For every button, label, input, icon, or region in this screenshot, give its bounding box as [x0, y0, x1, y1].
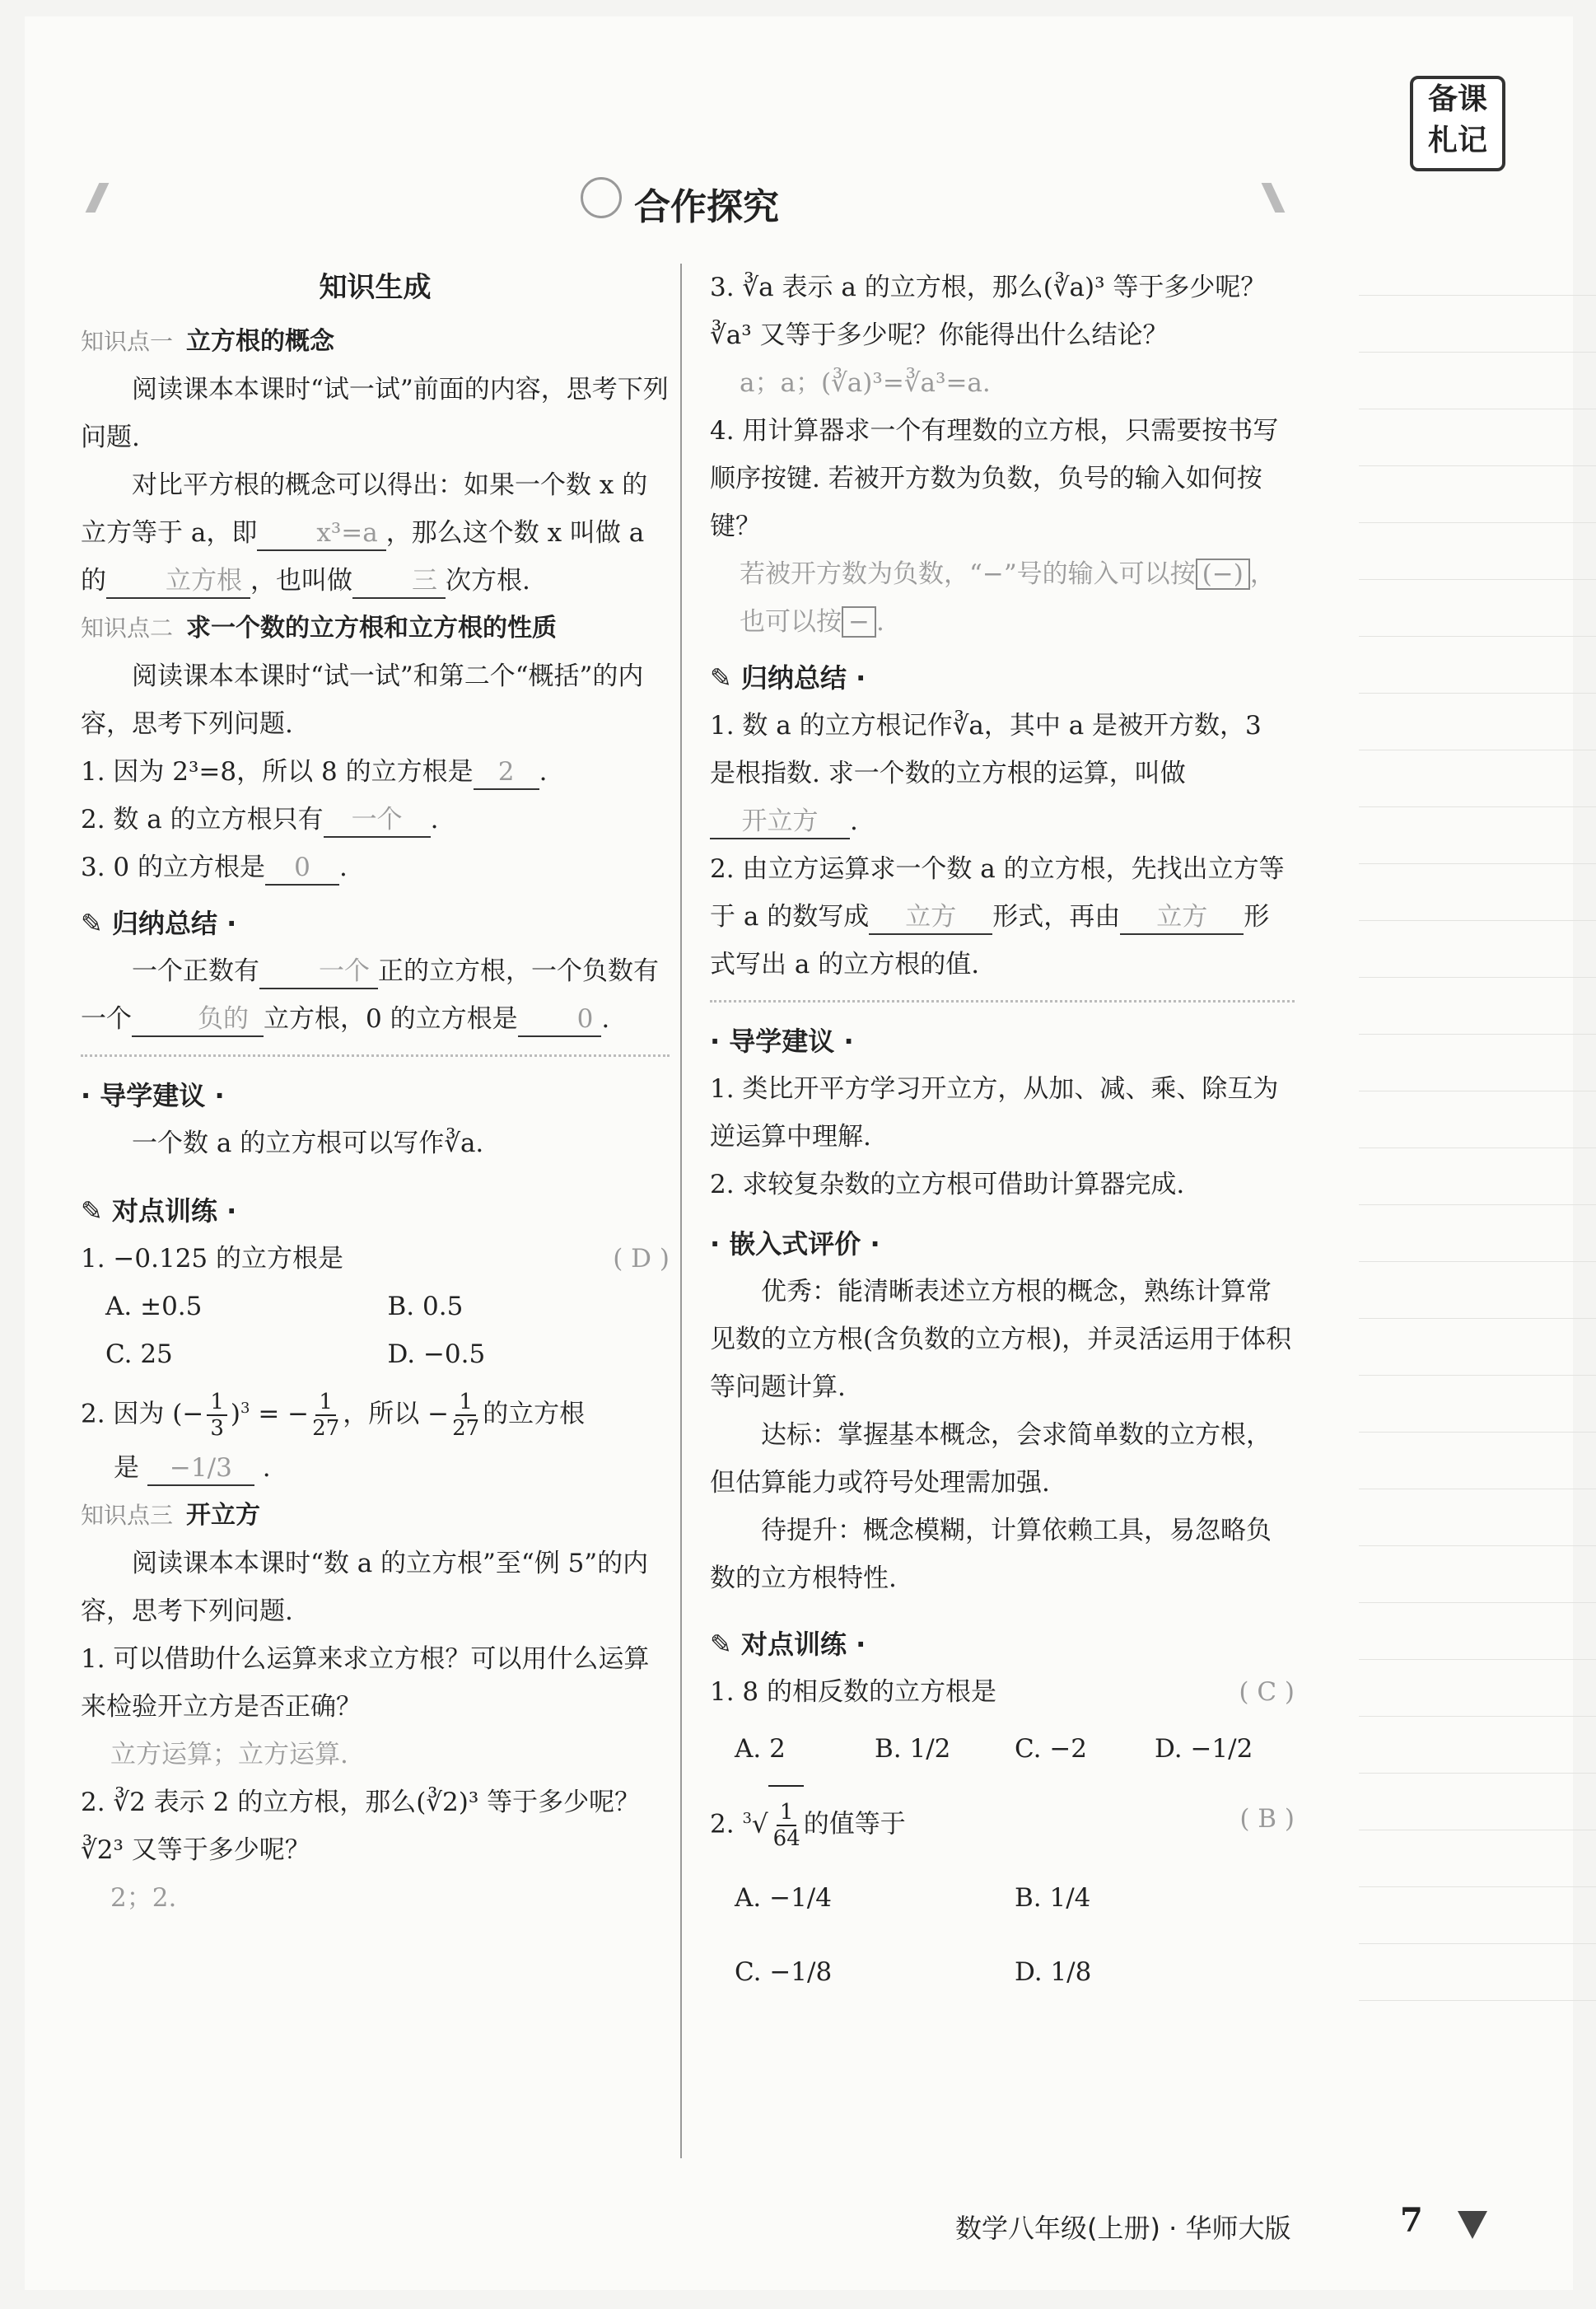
answer-blank: 立方根 — [106, 564, 250, 599]
practice-options-r1 — [710, 1716, 1295, 1782]
practice-question-2-answer: 是 −1/3 . — [81, 1444, 670, 1492]
practice-options-1a — [81, 1283, 670, 1330]
summary-title-right: ✎ 归纳总结 · — [710, 662, 866, 694]
page-title: 合作探究 — [634, 186, 779, 228]
answer-blank: 开立方 — [710, 805, 850, 839]
kp3-answer-1: 立方运算；立方运算. — [110, 1740, 348, 1770]
option-d: D. −0.5 — [387, 1339, 486, 1369]
option-a: A. ±0.5 — [105, 1292, 203, 1321]
kp3-answer-4: 若被开方数为负数，“−”号的输入可以按 (−) ，也可以按 − . — [740, 559, 1276, 637]
notes-panel — [1359, 239, 1596, 2051]
kp2-question-3: 3. 0 的立方根是 0 . — [81, 844, 670, 891]
evaluation-excellent: 优秀：能清晰表述立方根的概念，熟练计算常见数的立方根(含负数的立方根)，并灵活运用于体积等问题计算. — [710, 1277, 1292, 1402]
practice-question-1: 1. −0.125 的立方根是 ( D ) — [81, 1244, 670, 1274]
left-column — [81, 264, 670, 1922]
answer-blank: 0 — [518, 1003, 602, 1037]
column-divider — [680, 264, 682, 2158]
kp3-question-3: 3. ∛a 表示 a 的立方根，那么(∛a)³ 等于多少呢？∛a³ 又等于多少呢？你能得出什么结论？ — [710, 273, 1267, 350]
answer-blank: 立方 — [1120, 900, 1244, 935]
guide-title-right: · 导学建议 · — [710, 1026, 854, 1057]
practice-options-r2b — [710, 1935, 1295, 2009]
guide-body: 一个数 a 的立方根可以写作∛a. — [132, 1129, 484, 1158]
answer-blank: 一个 — [259, 955, 378, 989]
kp3-question-4: 4. 用计算器求一个有理数的立方根，只需要按书写顺序按键. 若被开方数为负数，负号的输入如何按键？ — [710, 416, 1279, 541]
answer-blank: 立方 — [869, 900, 992, 935]
option-d: D. −1/2 — [1155, 1734, 1253, 1764]
evaluation-pass: 达标：掌握基本概念，会求简单数的立方根，但估算能力或符号处理需加强. — [710, 1420, 1272, 1498]
practice-options-1b — [81, 1330, 670, 1378]
practice-options-r2a — [710, 1861, 1295, 1935]
practice-question-r2: 2. $^3$√ $\frac{1}{64}$ 的值等于 ( B ) — [710, 1782, 1295, 1861]
answer-blank: x³=a — [257, 516, 385, 551]
practice-question-2: 2. 因为 (− $\frac{1}{3}$ )$^3$ = − $\frac{1}{27}$ ，所以 − $\frac{1}{27}$ 的立方根 — [81, 1389, 586, 1441]
kp2-question-1: 1. 因为 2³=8，所以 8 的立方根是 2 . — [81, 748, 670, 796]
evaluation-improve: 待提升：概念模糊，计算依赖工具，易忽略负数的立方根特性. — [710, 1516, 1272, 1593]
kp3-question-1: 1. 可以借助什么运算来求立方根？可以用什么运算来检验开立方是否正确？ — [81, 1644, 650, 1722]
summary-item-2: 2. 由立方运算求一个数 a 的立方根，先找出立方等于 a 的数写成 立方 形式，再由 立方 形式写出 a 的立方根的值. — [710, 854, 1285, 979]
summary-title: ✎ 归纳总结 · — [81, 908, 237, 939]
option-b: B. 0.5 — [387, 1292, 464, 1321]
option-c: C. −2 — [1015, 1734, 1088, 1764]
option-c: C. −1/8 — [735, 1957, 833, 1988]
corner-arrow-icon — [1458, 2211, 1487, 2239]
neg-key: (−) — [1196, 559, 1250, 590]
section-title: 知识生成 — [319, 271, 432, 304]
kp1-definition: 对比平方根的概念可以得出：如果一个数 x 的立方等于 a，即 x³=a ，那么这个数 x 叫做 a 的 立方根 ，也叫做 三 次方根. — [81, 461, 670, 605]
kp3-intro: 阅读课本本课时“数 a 的立方根”至“例 5”的内容，思考下列问题. — [81, 1549, 649, 1627]
practice-question-r1: 1. 8 的相反数的立方根是 ( C ) — [710, 1677, 1295, 1707]
knowledge-point-1: 知识点一 立方根的概念 — [81, 327, 335, 356]
guide-item-2: 2. 求较复杂数的立方根可借助计算器完成. — [710, 1170, 1185, 1199]
kp3-answer-3: a；a；(∛a)³=∛a³=a. — [740, 368, 991, 398]
answer-blank: 负的 — [132, 1003, 264, 1037]
evaluation-title: · 嵌入式评价 · — [710, 1228, 880, 1260]
knowledge-point-2: 知识点二 求一个数的立方根和立方根的性质 — [81, 614, 558, 643]
option-a: A. 2 — [735, 1734, 786, 1764]
right-column — [710, 264, 1295, 2009]
summary-item-1: 1. 数 a 的立方根记作∛a，其中 a 是被开方数，3 是根指数. 求一个数的立方根的运算，叫做开立方 . — [710, 702, 1295, 845]
kp2-intro: 阅读课本本课时“试一试”和第二个“概括”的内容，思考下列问题. — [81, 661, 644, 739]
answer-blank: 一个 — [324, 803, 431, 838]
answer-blank: −1/3 — [147, 1451, 254, 1486]
guide-title: · 导学建议 · — [81, 1080, 225, 1111]
knowledge-point-3: 知识点三 开立方 — [81, 1501, 261, 1531]
practice-title-right: ✎ 对点训练 · — [710, 1629, 866, 1660]
prep-notes-badge: 备课 札记 — [1410, 76, 1505, 171]
option-c: C. 25 — [105, 1339, 173, 1369]
option-a: A. −1/4 — [735, 1883, 832, 1914]
kp3-answer-2: 2；2. — [110, 1883, 177, 1914]
kp3-question-2: 2. ∛2 表示 2 的立方根，那么(∛2)³ 等于多少呢？∛2³ 又等于多少呢？ — [81, 1788, 641, 1866]
practice-title: ✎ 对点训练 · — [81, 1195, 237, 1227]
guide-item-1: 1. 类比开平方学习开立方，从加、减、乘、除互为逆运算中理解. — [710, 1074, 1279, 1152]
minus-key: − — [842, 606, 876, 638]
magnifier-icon — [581, 177, 622, 218]
page-number: 7 — [1400, 2201, 1423, 2240]
option-b: B. 1/2 — [875, 1734, 951, 1764]
option-d: D. 1/8 — [1015, 1957, 1092, 1988]
kp2-question-2: 2. 数 a 的立方根只有 一个 . — [81, 796, 670, 844]
footer-book-title: 数学八年级(上册) · 华师大版 — [955, 2213, 1291, 2244]
answer-blank: 0 — [265, 851, 339, 886]
answer-blank: 三 — [352, 564, 446, 599]
kp1-intro: 阅读课本本课时“试一试”前面的内容，思考下列问题. — [81, 375, 669, 452]
option-b: B. 1/4 — [1015, 1883, 1091, 1914]
summary-body: 一个正数有 一个 正的立方根，一个负数有一个 负的 立方根，0 的立方根是 0 . — [81, 947, 670, 1043]
answer-blank: 2 — [474, 755, 539, 790]
